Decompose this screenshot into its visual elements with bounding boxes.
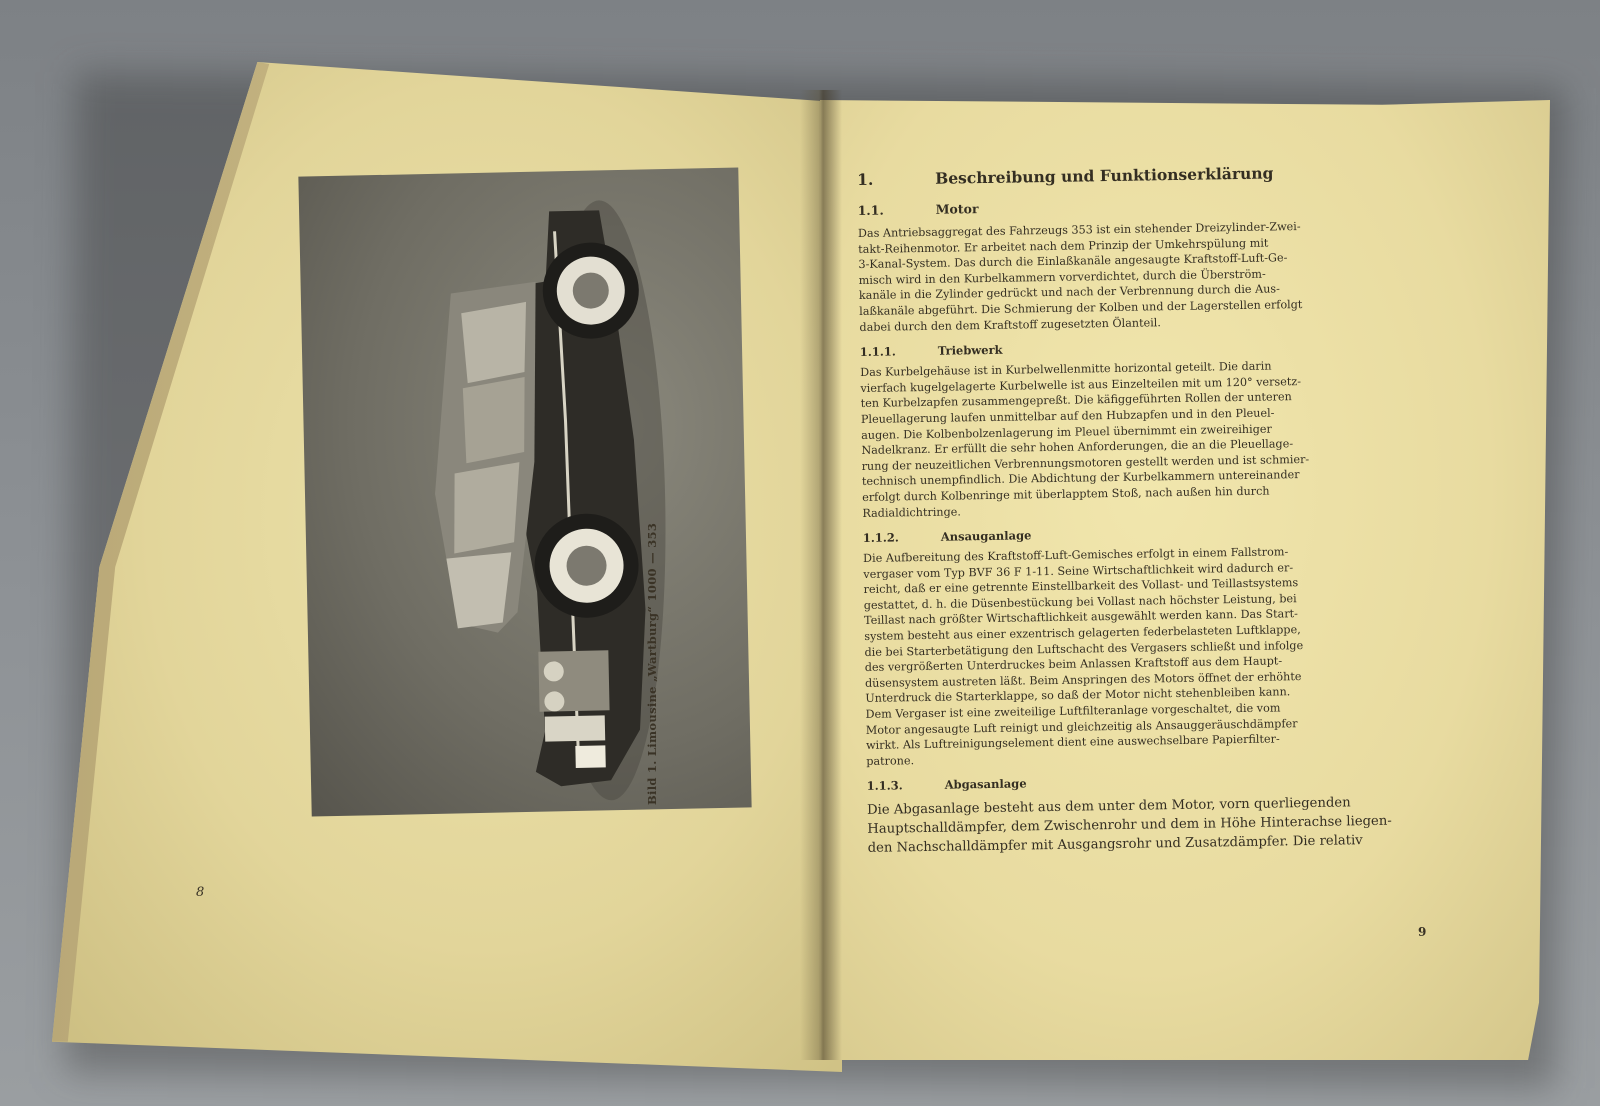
page-number-left: 8	[196, 885, 205, 900]
subsection-heading	[858, 194, 1420, 218]
text-line: Pleuellagerung laufen unmittelbar auf den Hubzapfen und in den Pleuel-	[860, 406, 1275, 426]
right-page-text	[857, 161, 1430, 858]
intro-paragraph	[858, 217, 1422, 335]
text-line: augen. Die Kolbenbolzenlagerung im Pleuel übernimmt ein zweireihiger	[861, 422, 1272, 442]
text-line: Hauptschalldämpfer, dem Zwischenrohr und dem in Höhe Hinterachse liegen-	[867, 814, 1392, 838]
text-line: 3-Kanal-System. Das durch die Einlaßkanäle angesaugte Kraftstoff-Luft-Ge-	[858, 251, 1288, 272]
sub3-number: 1.1.3.	[866, 778, 903, 794]
text-line: Das Kurbelgehäuse ist in Kurbelwellenmitte horizontal geteilt. Die darin	[860, 359, 1272, 380]
sub1-heading	[860, 336, 1422, 359]
text-line: Das Antriebsaggregat des Fahrzeugs 353 ist ein stehender Dreizylinder-Zwei-	[857, 220, 1301, 240]
section-number: 1.	[857, 169, 874, 189]
text-line: takt-Reihenmotor. Er arbeitet nach dem Prinzip der Umkehrspülung mit	[858, 236, 1269, 256]
figure-caption: Bild 1. Limousine „Wartburg“ 1000 — 353	[645, 522, 659, 805]
text-line: vierfach kugelgelagerte Kurbelwelle ist aus Einzelteilen mit um 120° versetz-	[860, 374, 1302, 395]
text-line: düsensystem austreten läßt. Beim Anspringen des Motors öffnet der erhöhte	[864, 669, 1302, 690]
text-line: system besteht aus einer exzentrisch gelagerten federbelasteten Luftklappe,	[864, 623, 1301, 644]
sub2-heading	[863, 522, 1425, 545]
text-line: Die Aufbereitung des Kraftstoff-Luft-Gemisches erfolgt in einem Fallstrom-	[863, 545, 1289, 566]
text-line: Motor angesaugte Luft reinigt und gleichzeitig als Ansauggeräuschdämpfer	[865, 716, 1298, 737]
text-line: reicht, daß er eine getrennte Einstellbarkeit des Vollast- und Teillastsystems	[863, 576, 1299, 597]
sub3-heading	[867, 771, 1429, 794]
book-gutter	[800, 90, 842, 1060]
text-line: Die Abgasanlage besteht aus dem unter dem Motor, vorn querliegenden	[866, 795, 1351, 819]
text-line: Teillast nach größter Wirtschaftlichkeit ausgewählt werden kann. Das Start-	[863, 607, 1299, 628]
sub1-number: 1.1.1.	[859, 344, 896, 360]
text-line: erfolgt durch Kolbenringe mit überlapptem Stoß, nach außen hin durch	[862, 484, 1270, 504]
car-photo	[298, 167, 751, 816]
subsection-title: Motor	[935, 201, 979, 217]
sub2-title: Ansauganlage	[940, 528, 1032, 544]
sub1-paragraph	[860, 356, 1424, 521]
text-line: rung der neuzeitlichen Verbrennungsmotoren gestellt werden und ist schmier-	[861, 452, 1310, 473]
text-line: patrone.	[866, 753, 915, 768]
wartburg-car-illustration	[298, 167, 751, 816]
text-line: Radialdichtringe.	[862, 504, 961, 520]
sub1-title: Triebwerk	[937, 342, 1003, 358]
subsection-number: 1.1.	[857, 202, 884, 218]
sub3-title: Abgasanlage	[944, 776, 1027, 793]
text-line: die bei Starterbetätigung den Luftschacht des Vergasers schließt und infolge	[864, 638, 1304, 659]
sub3-paragraph	[867, 793, 1430, 859]
text-line: Dem Vergaser ist eine zweiteilige Luftfilteranlage vorgeschaltet, die vom	[865, 701, 1281, 721]
text-line: Nadelkranz. Er erfüllt die sehr hohen Anforderungen, die an die Pleuellage-	[861, 437, 1294, 458]
page-number-right: 9	[1418, 925, 1427, 939]
text-line: laßkanäle abgeführt. Die Schmierung der Kolben und der Lagerstellen erfolgt	[859, 297, 1303, 318]
text-line: dabei durch den dem Kraftstoff zugesetzten Ölanteil.	[859, 315, 1161, 334]
text-line: misch wird in den Kurbelkammern vorverdichtet, durch die Überström-	[858, 267, 1266, 287]
text-line: ten Kurbelzapfen zusammengepreßt. Die käfiggeführten Rollen der unteren	[860, 390, 1292, 411]
text-line: den Nachschalldämpfer mit Ausgangsrohr und Zusatzdämpfer. Die relativ	[867, 833, 1363, 857]
text-line: des vergrößerten Unterdruckes beim Anlassen Kraftstoff aus dem Haupt-	[864, 654, 1283, 675]
text-line: technisch unempfindlich. Die Abdichtung der Kurbelkammern untereinander	[861, 468, 1300, 489]
section-title: Beschreibung und Funktionserklärung	[934, 163, 1274, 188]
sub2-number: 1.1.2.	[862, 530, 899, 546]
text-line: wirkt. Als Luftreinigungselement dient eine auswechselbare Papierfilter-	[865, 732, 1280, 753]
text-line: gestattet, d. h. die Düsenbestückung bei Vollast nach höchster Leistung, bei	[863, 592, 1297, 612]
text-line: vergaser vom Typ BVF 36 F 1-11. Seine Wirtschaftlichkeit wird dadurch er-	[863, 560, 1294, 581]
sub2-paragraph	[863, 542, 1428, 769]
text-line: Unterdruck die Starterklappe, so daß der Motor nicht stehenbleiben kann.	[865, 685, 1291, 706]
text-line: kanäle in die Zylinder gedrückt und nach der Verbrennung durch die Aus-	[858, 282, 1280, 303]
